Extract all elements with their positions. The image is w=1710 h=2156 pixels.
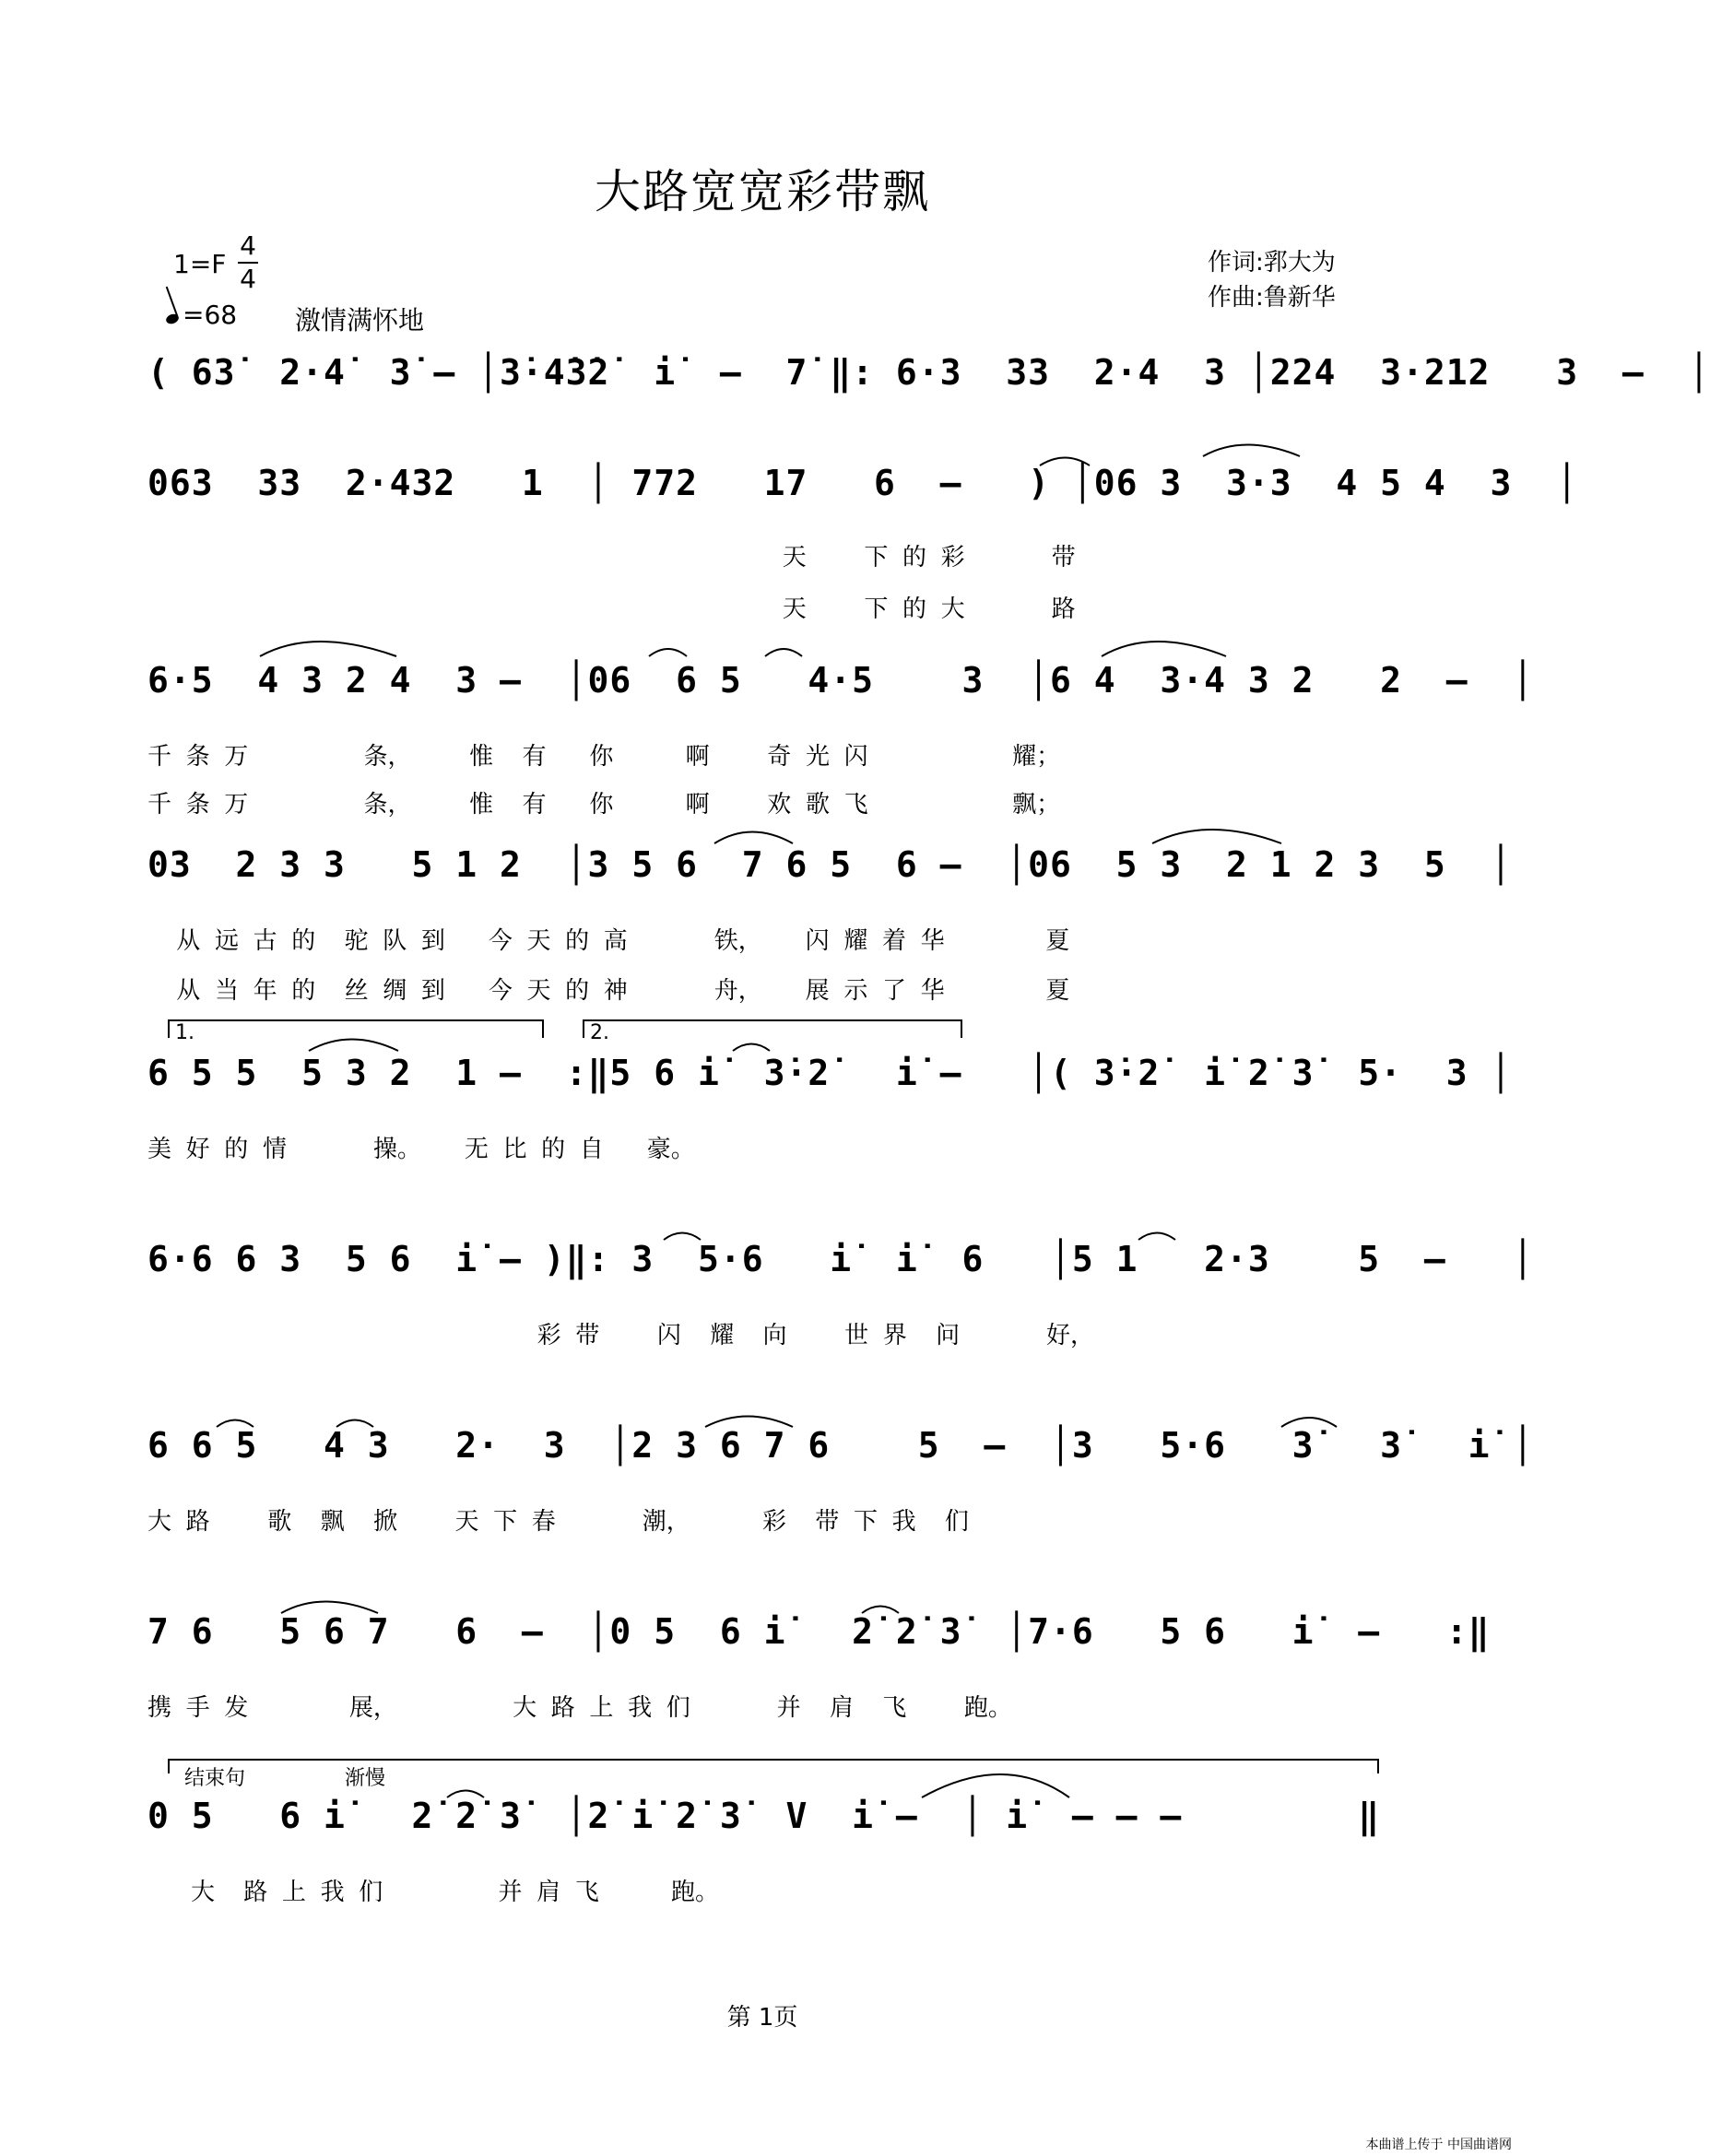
notes: 6 5 5 5 3 2 1 — :‖5 6 i̇ 3̇·2̇ i̇ — │( 3̇·2̇ i̇ 2̇ 3̇ 5· 3 │	[147, 1053, 1513, 1093]
slur	[281, 1602, 378, 1614]
slur	[664, 1233, 701, 1241]
time-top: 4	[240, 230, 256, 261]
volta-first-label: 1.	[175, 1021, 195, 1044]
slur	[309, 1040, 398, 1052]
notes: 6 6 5 4 3 2· 3 │2 3 6 7 6 5 — │3 5·6 3̇ 3̇ i̇ │	[147, 1425, 1535, 1466]
notes: 03 2 3 3 5 1 2 │3 5 6 7 6 5 6 — │06 5 3 2 1 2 3 5 │	[147, 844, 1513, 885]
notes: 0 5 6 i̇ 2̇ 2̇ 3̇ │2̇ i̇ 2̇ 3̇ V i̇ — │ i̇ — — — ‖	[147, 1796, 1381, 1836]
slur	[1281, 1418, 1337, 1427]
slur	[447, 1791, 484, 1798]
lyric-line: 大 路 歌 飘 掀 天 下 春 潮， 彩 带 下 我 们	[147, 1508, 969, 1536]
slur	[714, 832, 793, 844]
lyricist: 作词:郛大为	[1208, 249, 1336, 277]
slur	[1152, 830, 1281, 843]
notes: 6·5 4 3 2 4 3 — │06 6 5 4·5 3 │6 4 3·4 3 2 2 — │	[147, 660, 1535, 701]
lyric-line: 千 条 万 条， 惟 有 你 啊 奇 光 闪 耀；	[147, 743, 1061, 771]
slur	[649, 649, 687, 656]
slur	[217, 1420, 254, 1428]
notes: 063 33 2·432 1 │ 772 17 6 — ) │06 3 3·3 4 5 4 3 │	[147, 463, 1579, 503]
notes: 7 6 5 6 7 6 — │0 5 6 i̇ 2̇ 2̇ 3̇ │7·6 5 6 i̇ — :‖	[147, 1611, 1491, 1652]
source-watermark: 本曲谱上传于 中国曲谱网	[1365, 2138, 1512, 2152]
lyric-line: 携 手 发 展， 大 路 上 我 们 并 肩 飞 跑。	[147, 1694, 1012, 1722]
composer: 作曲:鲁新华	[1208, 284, 1336, 312]
tempo-value: =68	[183, 300, 238, 330]
slur	[705, 1417, 793, 1428]
slur	[1040, 458, 1090, 466]
time-bottom: 4	[240, 264, 256, 294]
page-title: 大路宽宽彩带飘	[595, 165, 930, 218]
expression-mark: 激情满怀地	[295, 305, 425, 336]
lyric-line: 天 下 的 彩 带	[147, 544, 1076, 571]
lyric-line: 千 条 万 条， 惟 有 你 啊 欢 歌 飞 飘；	[147, 791, 1061, 819]
notes: 6·6 6 3 5 6 i̇ — )‖: 3 5·6 i̇ i̇ 6 │5 1 2·3 5 — │	[147, 1239, 1535, 1279]
slur	[765, 649, 802, 656]
slur	[1203, 445, 1300, 457]
slur	[922, 1774, 1069, 1797]
slur	[733, 1044, 770, 1052]
volta-second-label: 2.	[590, 1021, 609, 1044]
lyric-line: 从 远 古 的 驼 队 到 今 天 的 高 铁， 闪 耀 着 华 夏	[147, 927, 1070, 955]
ending-dynamic: 渐慢	[345, 1767, 386, 1790]
slur	[1102, 642, 1226, 656]
slur	[336, 1420, 373, 1428]
lyric-line: 天 下 的 大 路	[147, 595, 1076, 623]
lyric-line: 彩 带 闪 耀 向 世 界 问 好，	[147, 1322, 1095, 1349]
slur	[260, 642, 396, 656]
lyric-line: 从 当 年 的 丝 绸 到 今 天 的 神 舟， 展 示 了 华 夏	[147, 977, 1070, 1005]
ending-label: 结束句	[184, 1767, 246, 1790]
key-signature: 1=F	[173, 249, 227, 279]
slur	[1138, 1233, 1175, 1241]
slur	[862, 1607, 899, 1614]
page-number: 第 1页	[726, 2004, 798, 2032]
lyric-line: 大 路 上 我 们 并 肩 飞 跑。	[147, 1879, 720, 1906]
lyric-line: 美 好 的 情 操。 无 比 的 自 豪。	[147, 1136, 695, 1163]
notes: ( 63̇ 2·4̇ 3̇ — │3̇·4̇3̇2̇ i̇ — 7̇ ‖: 6·3 33 2·4 3 │224 3·212 3 — │	[147, 352, 1710, 393]
